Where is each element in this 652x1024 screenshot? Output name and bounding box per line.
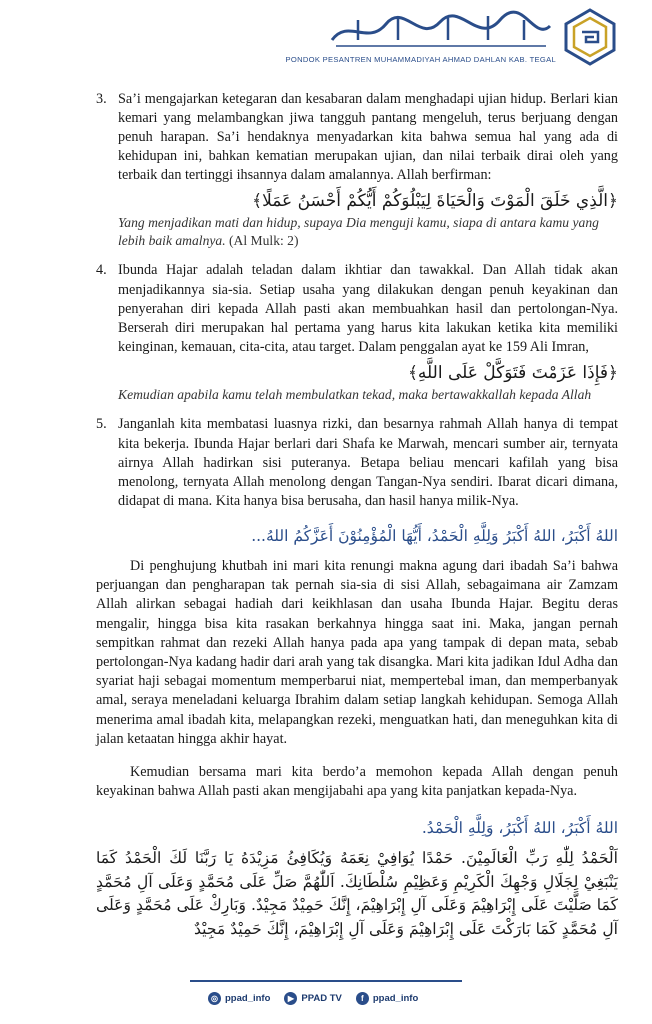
item-number: 5. xyxy=(96,416,107,433)
footer-divider xyxy=(190,980,462,982)
verse-translation: Kemudian apabila kamu telah membulatkan tekad, maka bertawakkallah kepada Allah xyxy=(118,386,592,402)
item-number: 4. xyxy=(96,262,107,279)
youtube-channel: PPAD TV xyxy=(301,992,342,1004)
facebook-icon: f xyxy=(356,992,369,1005)
instagram-handle: ppad_info xyxy=(225,992,271,1004)
quran-verse: ﴿فَإِذَا عَزَمْتَ فَتَوَكَّلْ عَلَى اللَّهِ﴾ xyxy=(407,362,618,383)
verse-reference: (Al Mulk: 2) xyxy=(229,232,299,248)
list-item xyxy=(96,90,618,249)
points-list xyxy=(96,90,618,511)
social-footer xyxy=(208,988,432,1008)
instagram-link[interactable] xyxy=(208,992,270,1005)
page-header xyxy=(0,0,652,70)
institution-logo-arabic xyxy=(328,10,554,52)
youtube-icon: ▶ xyxy=(284,992,297,1005)
facebook-link[interactable] xyxy=(356,992,418,1005)
closing-paragraph: Di penghujung khutbah ini mari kita renungi makna agung dari ibadah Sa’i bahwa perjuangan dan pengharapan tak pernah sia-sia di sisi Allah, sebagaimana air Zamzam Allah alirkan sebagai hadiah dari keikhlasan dan usaha Ibunda Hajar. Begitu deras mengalir, hingga bisa kita rasakan berkahnya hingga saat ini. Maka, jangan pernah sempitkan rahmat dan rezeki Allah hanya pada apa yang tampak di depan mata, sebab pertolongan-Nya kadang hadir dari arah yang tak disangka. Mari kita jadikan Idul Adha dan syariat haji sebagai momentum memperbarui niat, mempertebal iman, dan memperbanyak amal, seraya meneladani keluarga Ibrahim dalam setiap langkah kehidupan. Semoga Allah menerima amal ibadah kita, melapangkan rezeki, menguatkan hati, dan meneguhkan kita di jalan ketaatan hingga akhir hayat. xyxy=(96,557,618,747)
prayer-intro-paragraph: Kemudian bersama mari kita berdo’a memohon kepada Allah dengan penuh keyakinan bahwa Allah pasti akan mengijabahi apa yang kita panjatkan kepada-Nya. xyxy=(96,763,618,800)
arabic-prayer: اَلْحَمْدُ لِلّٰهِ رَبِّ الْعَالَمِيْنَ. حَمْدًا يُوَافِيْ نِعَمَهُ وَيُكَافِئُ مَزِيْدَهُ يَا رَبَّنَا لَكَ الْحَمْدُ كَمَا يَنْبَغِيْ لِجَلَالِ وَجْهِكَ الْكَرِيْمِ وَعَظِيْمِ سُلْطَانِكَ. اَللّٰهُمَّ صَلِّ عَلَى مُحَمَّدٍ وَعَلَى آلِ مُحَمَّدٍ كَمَا صَلَّيْتَ عَلَى إِبْرَاهِيْمَ وَعَلَى آلِ إِبْرَاهِيْمَ، إِنَّكَ حَمِيْدٌ مَجِيْدٌ. وَبَارِكْ عَلَى مُحَمَّدٍ وَعَلَى آلِ مُحَمَّدٍ كَمَا بَارَكْتَ عَلَى إِبْرَاهِيْمَ وَعَلَى آلِ إِبْرَاهِيْمَ، إِنَّكَ حَمِيْدٌ مَجِيْدٌ xyxy=(96,849,618,938)
list-item xyxy=(96,415,618,510)
item-text: Ibunda Hajar adalah teladan dalam ikhtiar dan tawakkal. Dan Allah tidak akan menjadikannya sia-sia. Setiap usaha yang dilakukan dengan penuh keyakinan dan penyerahan diri kepada Allah pasti akan membuahkan hasil dan pertolongan-Nya. Berserah diri merupakan hal pertama yang harus kita lakukan ketika kita memiliki keinginan, kemauan, cita-cita, atau target. Dalam penggalan ayat ke 159 Ali Imran, xyxy=(118,262,618,355)
kufic-emblem-icon xyxy=(564,8,616,66)
institution-name: PONDOK PESANTREN MUHAMMADIYAH AHMAD DAHLAN KAB. TEGAL xyxy=(285,55,556,64)
quran-verse: ﴿الَّذِي خَلَقَ الْمَوْتَ وَالْحَيَاةَ لِيَبْلُوَكُمْ أَيُّكُمْ أَحْسَنُ عَمَلًا﴾ xyxy=(252,191,618,212)
facebook-handle: ppad_info xyxy=(372,992,419,1004)
translation-text: Yang menjadikan mati dan hidup, supaya Dia menguji kamu, siapa di antara kamu yang lebih baik amalnya. xyxy=(118,215,599,248)
takbir-line-2: اللهُ أَكْبَرُ، اللهُ أَكْبَرُ، وَلِلَّهِ الْحَمْدُ. xyxy=(421,819,618,838)
instagram-icon: ◎ xyxy=(208,992,221,1005)
item-number: 3. xyxy=(96,91,107,107)
item-text: Sa’i mengajarkan ketegaran dan kesabaran dalam menghadapi ujian hidup. Berlari kian kemari yang melambangkan jiwa tangguh pantang mengeluh, terus berjuang dengan penuh harapan. Sa’i hendaknya menyadarkan kita bahwa semua hal yang ada di kehidupan ini, bahkan kematian merupakan ujian, dan nilai terbaik dirai oleh yang terbaik dan tertinggi ihsannya dalam amalannya. Allah berfirman: xyxy=(118,91,618,184)
verse-translation xyxy=(118,214,618,249)
item-text: Janganlah kita membatasi luasnya rizki, dan besarnya rahmah Allah hanya di tempat kita bekerja. Ibunda Hajar berlari dari Shafa ke Marwah, mencari sumber air, ternyata airnya Allah hadirkan sisi puteranya. Betapa beliau mencari kafilah yang bisa menolong, ternyata Allah menolong dengan Tangan-Nya sendiri. Ibarat dicari dimana, didapat di mana. Kita hanya bisa berusaha, dan hasil hanya milik-Nya. xyxy=(118,416,618,509)
youtube-link[interactable] xyxy=(284,992,341,1005)
list-item xyxy=(96,261,618,403)
takbir-line: اللهُ أَكْبَرُ، اللهُ أَكْبَرُ وَلِلَّهِ الْحَمْدُ، أَيُّهَا الْمُؤْمِنُوْنَ أَعَزَّكُمُ اللهُ... xyxy=(251,526,618,545)
page-content xyxy=(96,90,618,941)
